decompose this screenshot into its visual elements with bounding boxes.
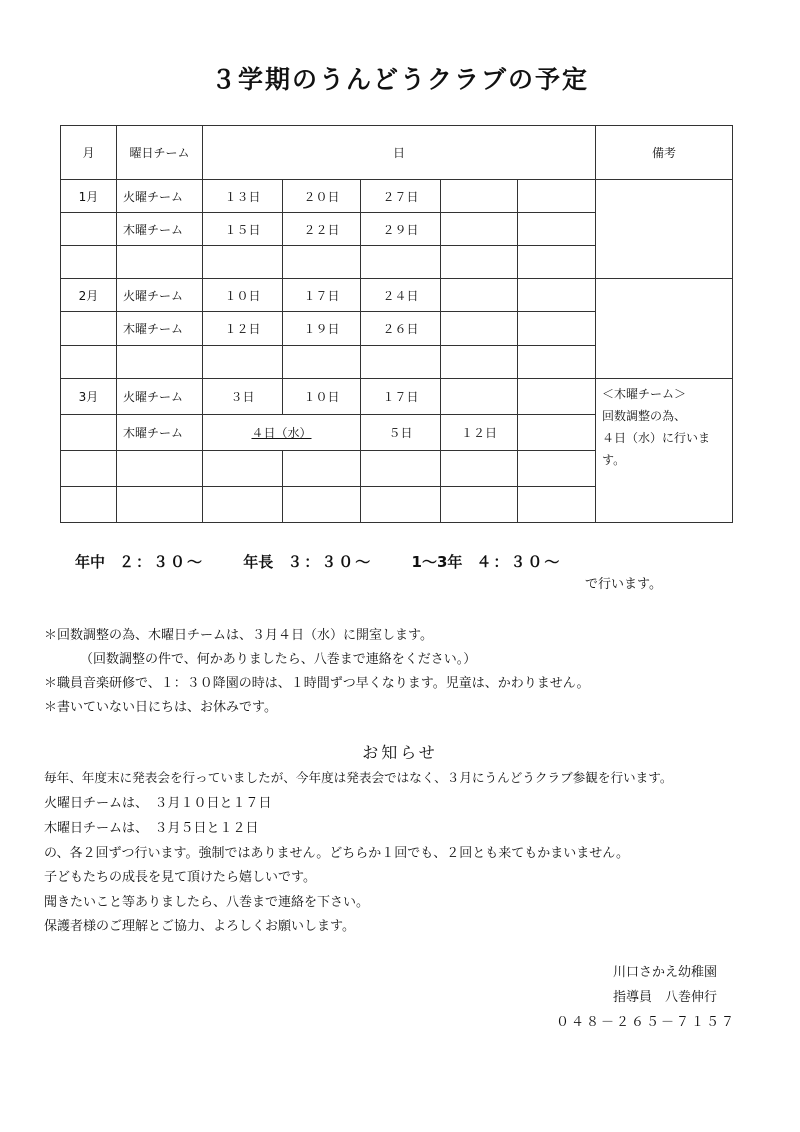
- team-cell: 木曜チーム: [117, 312, 203, 345]
- day-cell: １０日: [203, 279, 283, 312]
- day-cell: [441, 279, 518, 312]
- month-cell: 2月: [61, 279, 117, 312]
- march-note-line: す。: [602, 452, 626, 467]
- day-cell: [441, 180, 518, 213]
- note-line: ＊回数調整の為、木曜日チームは、３月４日（水）に開室します。: [44, 628, 433, 643]
- table-row: [61, 279, 733, 312]
- day-cell: [518, 180, 596, 213]
- day-cell: ２６日: [361, 312, 441, 345]
- march-note-line: ＜木曜チーム＞: [602, 386, 687, 401]
- day-cell: ２２日: [283, 213, 361, 246]
- day-cell: [518, 213, 596, 246]
- announcement-line: 聞きたいこと等ありましたら、八巻まで連絡を下さい。: [44, 895, 370, 910]
- day-cell: １９日: [283, 312, 361, 345]
- time-label: 1～3年: [411, 553, 463, 571]
- day-cell: [518, 378, 596, 414]
- table-row: [61, 180, 733, 213]
- day-cell: １０日: [283, 378, 361, 414]
- notes-cell: [596, 180, 733, 279]
- day-cell: １７日: [283, 279, 361, 312]
- day-cell: [441, 378, 518, 414]
- day-cell: ２７日: [361, 180, 441, 213]
- note-line: ＊書いていない日にちは、お休みです。: [44, 700, 277, 715]
- page-title: ３学期のうんどうクラブの予定: [210, 65, 589, 94]
- month-cell: [61, 312, 117, 345]
- day-cell: [518, 279, 596, 312]
- team-cell: 火曜チーム: [117, 378, 203, 414]
- day-cell: ５日: [361, 414, 441, 450]
- month-cell: 3月: [61, 378, 117, 414]
- day-cell: ３日: [203, 378, 283, 414]
- instructor-name: 指導員 八巻伸行: [613, 990, 718, 1005]
- day-cell: ２４日: [361, 279, 441, 312]
- team-cell: 木曜チーム: [117, 414, 203, 450]
- school-name: 川口さかえ幼稚園: [613, 965, 718, 980]
- announcement-heading: お知らせ: [362, 743, 438, 762]
- header-notes: 備考: [596, 126, 733, 180]
- schedule-table: [60, 125, 733, 523]
- note-line: （回数調整の件で、何かありましたら、八巻まで連絡をください。）: [80, 652, 477, 667]
- day-cell: １５日: [203, 213, 283, 246]
- day-cell: １２日: [203, 312, 283, 345]
- time-value: ４：３０～: [476, 553, 562, 571]
- team-cell: 火曜チーム: [117, 279, 203, 312]
- table-header-row: [61, 126, 733, 180]
- time-schedule: [75, 551, 595, 572]
- day-cell: [518, 414, 596, 450]
- time-label: 年長: [243, 553, 274, 571]
- team-cell: 火曜チーム: [117, 180, 203, 213]
- day-cell: １３日: [203, 180, 283, 213]
- rescheduled-day: ４日（水）: [251, 425, 312, 440]
- announcement-line: 木曜日チームは、 ３月５日と１２日: [44, 821, 259, 836]
- time-value: ３：３０～: [287, 553, 373, 571]
- header-team: 曜日チーム: [117, 126, 203, 180]
- phone-number: ０４８－２６５－７１５７: [556, 1015, 737, 1030]
- announcement-line: 毎年、年度末に発表会を行っていましたが、今年度は発表会ではなく、３月にうんどうクラブ参観を行います。: [44, 770, 673, 785]
- day-cell: ２０日: [283, 180, 361, 213]
- time-value: ２：３０～: [119, 553, 205, 571]
- header-day: 日: [203, 126, 596, 180]
- march-note-line: 回数調整の為、: [602, 408, 687, 423]
- month-cell: [61, 213, 117, 246]
- table-row: [61, 378, 733, 414]
- notes-cell: [596, 279, 733, 378]
- time-label: 年中: [75, 553, 106, 571]
- team-cell: 木曜チーム: [117, 213, 203, 246]
- day-cell: [518, 312, 596, 345]
- header-month: 月: [61, 126, 117, 180]
- month-cell: [61, 414, 117, 450]
- day-cell: １７日: [361, 378, 441, 414]
- march-notes-cell: [596, 378, 733, 522]
- day-cell: [441, 312, 518, 345]
- note-line: ＊職員音楽研修で、１：３０降園の時は、１時間ずつ早くなります。児童は、かわりません。: [44, 676, 590, 691]
- day-cell: [441, 213, 518, 246]
- month-cell: 1月: [61, 180, 117, 213]
- announcement-line: 火曜日チームは、 ３月１０日と１７日: [44, 796, 272, 811]
- day-cell: ２９日: [361, 213, 441, 246]
- day-cell: １２日: [441, 414, 518, 450]
- announcement-line: 子どもたちの成長を見て頂けたら嬉しいです。: [44, 870, 316, 885]
- time-suffix: で行います。: [585, 577, 662, 592]
- announcement-line: 保護者様のご理解とご協力、よろしくお願いします。: [44, 919, 355, 934]
- day-cell-merged: [203, 414, 361, 450]
- march-note-line: ４日（水）に行いま: [602, 430, 711, 445]
- announcement-line: の、各２回ずつ行います。強制ではありません。どちらか１回でも、２回とも来てもかまいません。: [44, 846, 630, 861]
